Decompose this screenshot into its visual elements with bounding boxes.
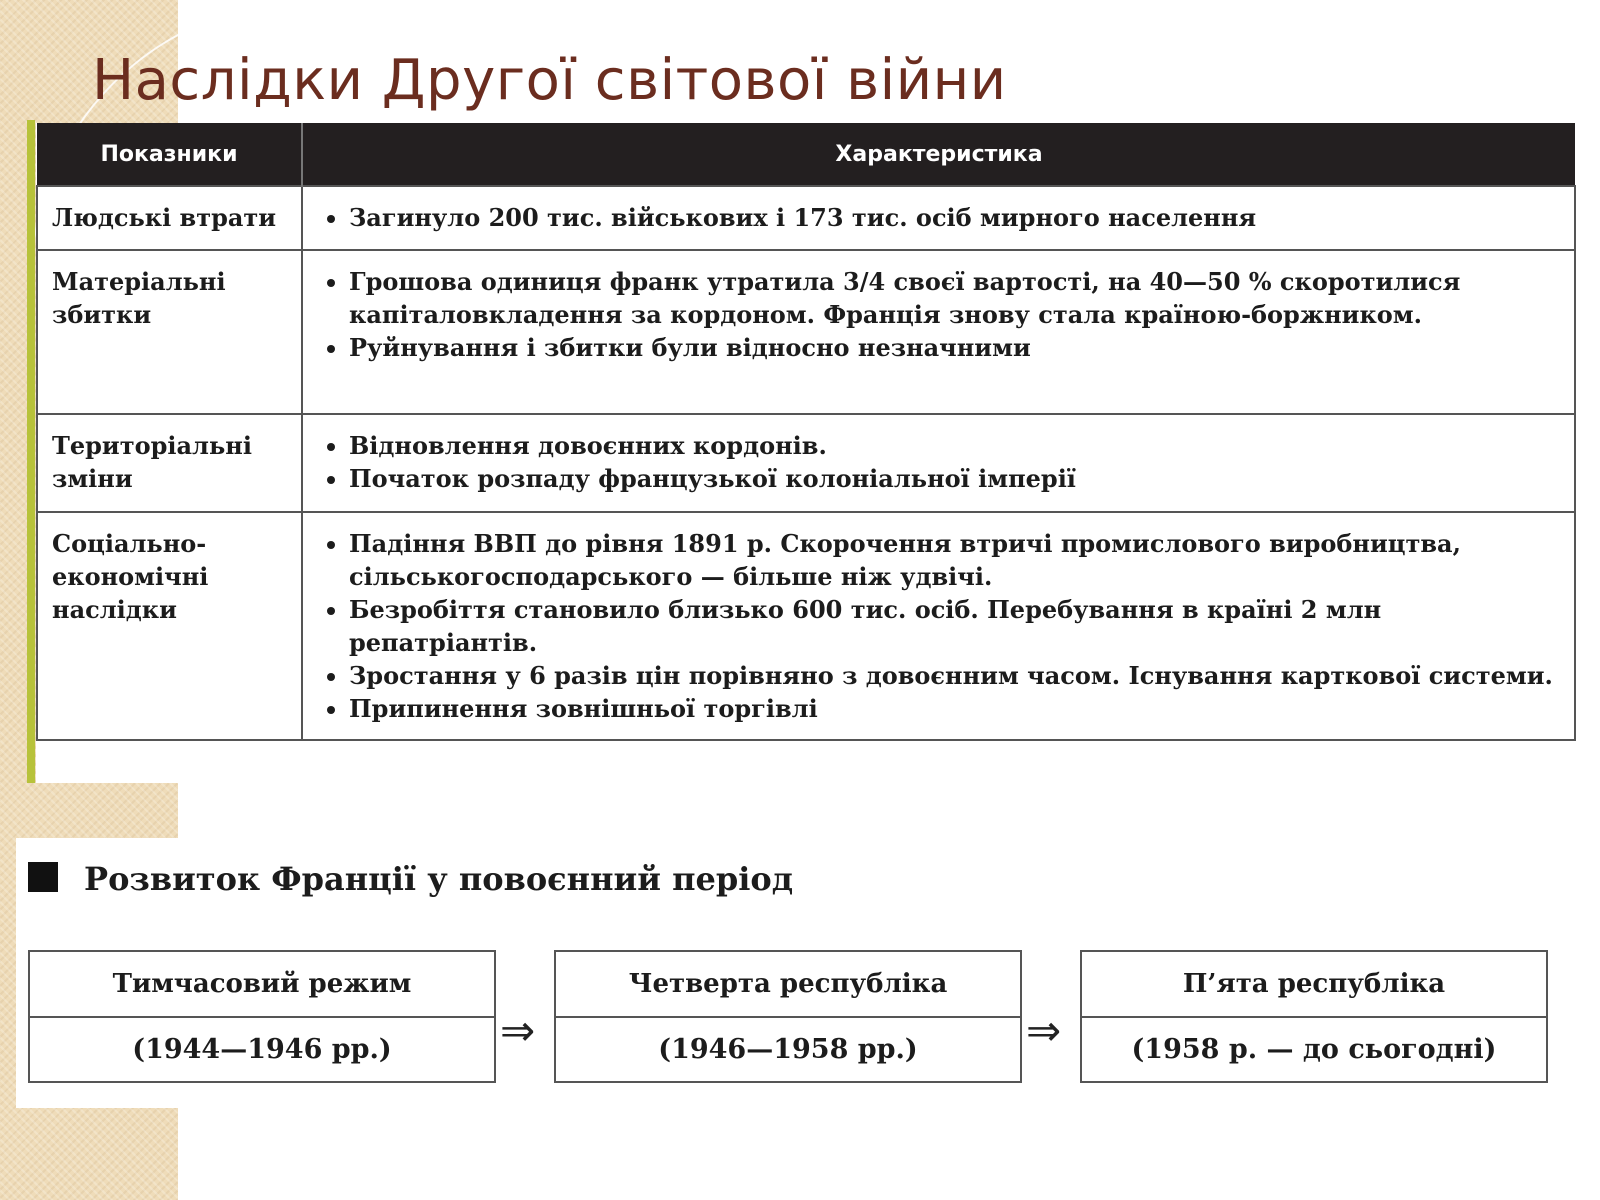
- table-row: [37, 186, 1575, 250]
- right-double-arrow-icon: ⇒: [1026, 1006, 1062, 1055]
- header-indicators: Показники: [37, 123, 302, 186]
- table-row: [37, 512, 1575, 740]
- row-description: [302, 512, 1575, 740]
- stage-box: [1080, 950, 1548, 1083]
- stage-name: П’ята республіка: [1082, 952, 1546, 1018]
- bullet-item: • Початок розпаду французької колоніальної імперії: [349, 462, 1564, 495]
- row-description: [302, 250, 1575, 414]
- development-section: [16, 838, 1580, 1108]
- consequences-table-wrap: [36, 123, 1576, 783]
- stage-name: Тимчасовий режим: [30, 952, 494, 1018]
- row-label: Людські втрати: [37, 186, 302, 250]
- stage-period: (1944—1946 рр.): [132, 1034, 392, 1065]
- header-characteristics: Характеристика: [302, 123, 1575, 186]
- square-bullet-icon: [28, 862, 58, 892]
- bullet-list: [313, 429, 1564, 495]
- row-label: Соціально-економічні наслідки: [37, 512, 302, 740]
- row-description: [302, 186, 1575, 250]
- row-label: Територіальні зміни: [37, 414, 302, 512]
- bullet-item: • Грошова одиниця франк утратила 3/4 своєї вартості, на 40—50 % скоротилися капіталовкладення за кордоном. Франція знову стала країною-боржником.: [349, 265, 1564, 331]
- bullet-item: • Безробіття становило близько 600 тис. осіб. Перебування в країні 2 млн репатріантів.: [349, 593, 1564, 659]
- table-row: [37, 250, 1575, 414]
- row-description: [302, 414, 1575, 512]
- bullet-item: • Загинуло 200 тис. військових і 173 тис. осіб мирного населення: [349, 201, 1564, 234]
- accent-bar: [27, 120, 35, 783]
- bullet-list: [313, 527, 1564, 725]
- bullet-item: • Відновлення довоєнних кордонів.: [349, 429, 1564, 462]
- stage-box: [554, 950, 1022, 1083]
- bullet-list: [313, 201, 1564, 234]
- bullet-item: • Падіння ВВП до рівня 1891 р. Скорочення втричі промислового виробництва, сільськогосподарського — більше ніж удвічі.: [349, 527, 1564, 593]
- consequences-table: [36, 123, 1576, 741]
- section-title: [28, 860, 793, 898]
- slide-title: Наслідки Другої світової війни: [92, 48, 1007, 113]
- section-title-text: Розвиток Франції у повоєнний період: [84, 860, 794, 898]
- table-row: [37, 414, 1575, 512]
- stage-box: [28, 950, 496, 1083]
- right-double-arrow-icon: ⇒: [500, 1006, 536, 1055]
- bullet-item: • Руйнування і збитки були відносно незначними: [349, 331, 1564, 364]
- bullet-item: • Припинення зовнішньої торгівлі: [349, 692, 1564, 725]
- stage-period: (1958 р. — до сьогодні): [1131, 1034, 1497, 1065]
- table-header-row: [37, 123, 1575, 186]
- bullet-list: [313, 265, 1564, 364]
- stage-name: Четверта республіка: [556, 952, 1020, 1018]
- stage-period: (1946—1958 рр.): [658, 1034, 918, 1065]
- bullet-item: • Зростання у 6 разів цін порівняно з довоєнним часом. Існування карткової системи.: [349, 659, 1564, 692]
- row-label: Матеріальні збитки: [37, 250, 302, 414]
